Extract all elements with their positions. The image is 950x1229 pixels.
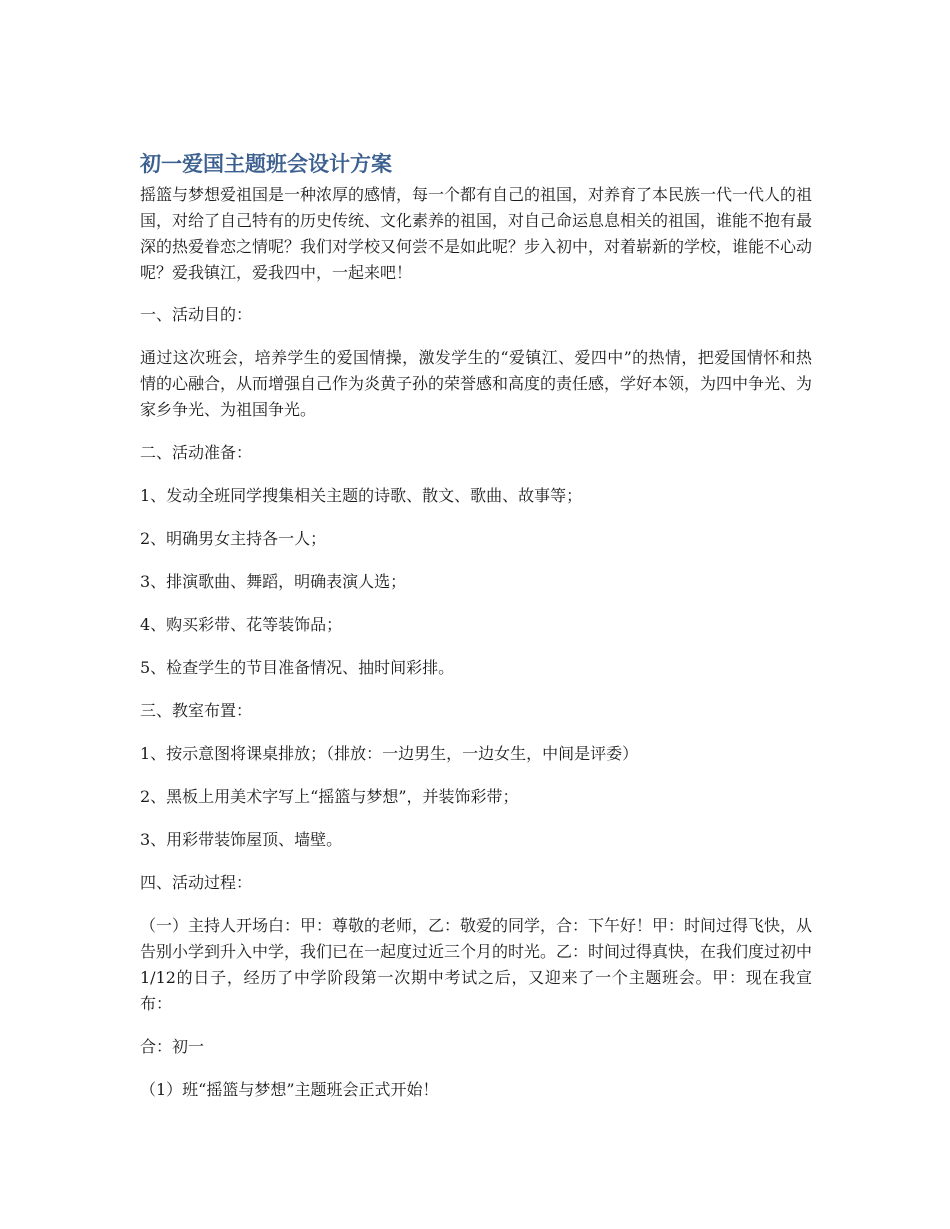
preparation-item: 5、检查学生的节目准备情况、抽时间彩排。 — [140, 658, 455, 677]
classroom-item: 3、用彩带装饰屋顶、墙壁。 — [140, 830, 343, 849]
intro-paragraph: 摇篮与梦想爱祖国是一种浓厚的感情，每一个都有自己的祖国，对养育了本民族一代一代人的祖国，对给了自己特有的历史传统、文化素养的祖国，对自己命运息息相关的祖国，谁能不抱有最深的热爱眷恋之情呢？我们对学校又何尝不是如此呢？步入初中，对着崭新的学校，谁能不心动呢？爱我镇江，爱我四中，一起来吧！ — [140, 185, 813, 282]
section-heading-classroom: 三、教室布置： — [140, 701, 253, 720]
process-line: （1）班“摇篮与梦想”主题班会正式开始！ — [140, 1080, 439, 1099]
process-paragraph: （一）主持人开场白：甲：尊敬的老师，乙：敬爱的同学，合：下午好！甲：时间过得飞快，从告别小学到升入中学，我们已在一起度过近三个月的时光。乙：时间过得真快，在我们度过初中1/12的日子，经历了中学阶段第一次期中考试之后，又迎来了一个主题班会。甲：现在我宣布： — [140, 916, 813, 1013]
preparation-item: 4、购买彩带、花等装饰品； — [140, 615, 343, 634]
section-heading-preparation: 二、活动准备： — [140, 443, 253, 462]
purpose-paragraph: 通过这次班会，培养学生的爱国情操，激发学生的“爱镇江、爱四中”的热情，把爱国情怀和热情的心融合，从而增强自己作为炎黄子孙的荣誉感和高度的责任感，学好本领，为四中争光、为家乡争光、为祖国争光。 — [140, 348, 813, 419]
preparation-item: 2、明确男女主持各一人； — [140, 529, 327, 548]
document-title: 初一爱国主题班会设计方案 — [140, 152, 392, 176]
classroom-item: 2、黑板上用美术字写上“摇篮与梦想”，并装饰彩带； — [140, 787, 519, 806]
preparation-item: 1、发动全班同学搜集相关主题的诗歌、散文、歌曲、故事等； — [140, 486, 583, 505]
classroom-item: 1、按示意图将课桌排放；（排放：一边男生，一边女生，中间是评委） — [140, 744, 639, 763]
preparation-item: 3、排演歌曲、舞蹈，明确表演人选； — [140, 572, 407, 591]
document-body — [140, 150, 812, 1120]
section-heading-process: 四、活动过程： — [140, 873, 253, 892]
section-heading-purpose: 一、活动目的： — [140, 305, 253, 324]
process-line: 合：初一 — [140, 1037, 205, 1056]
